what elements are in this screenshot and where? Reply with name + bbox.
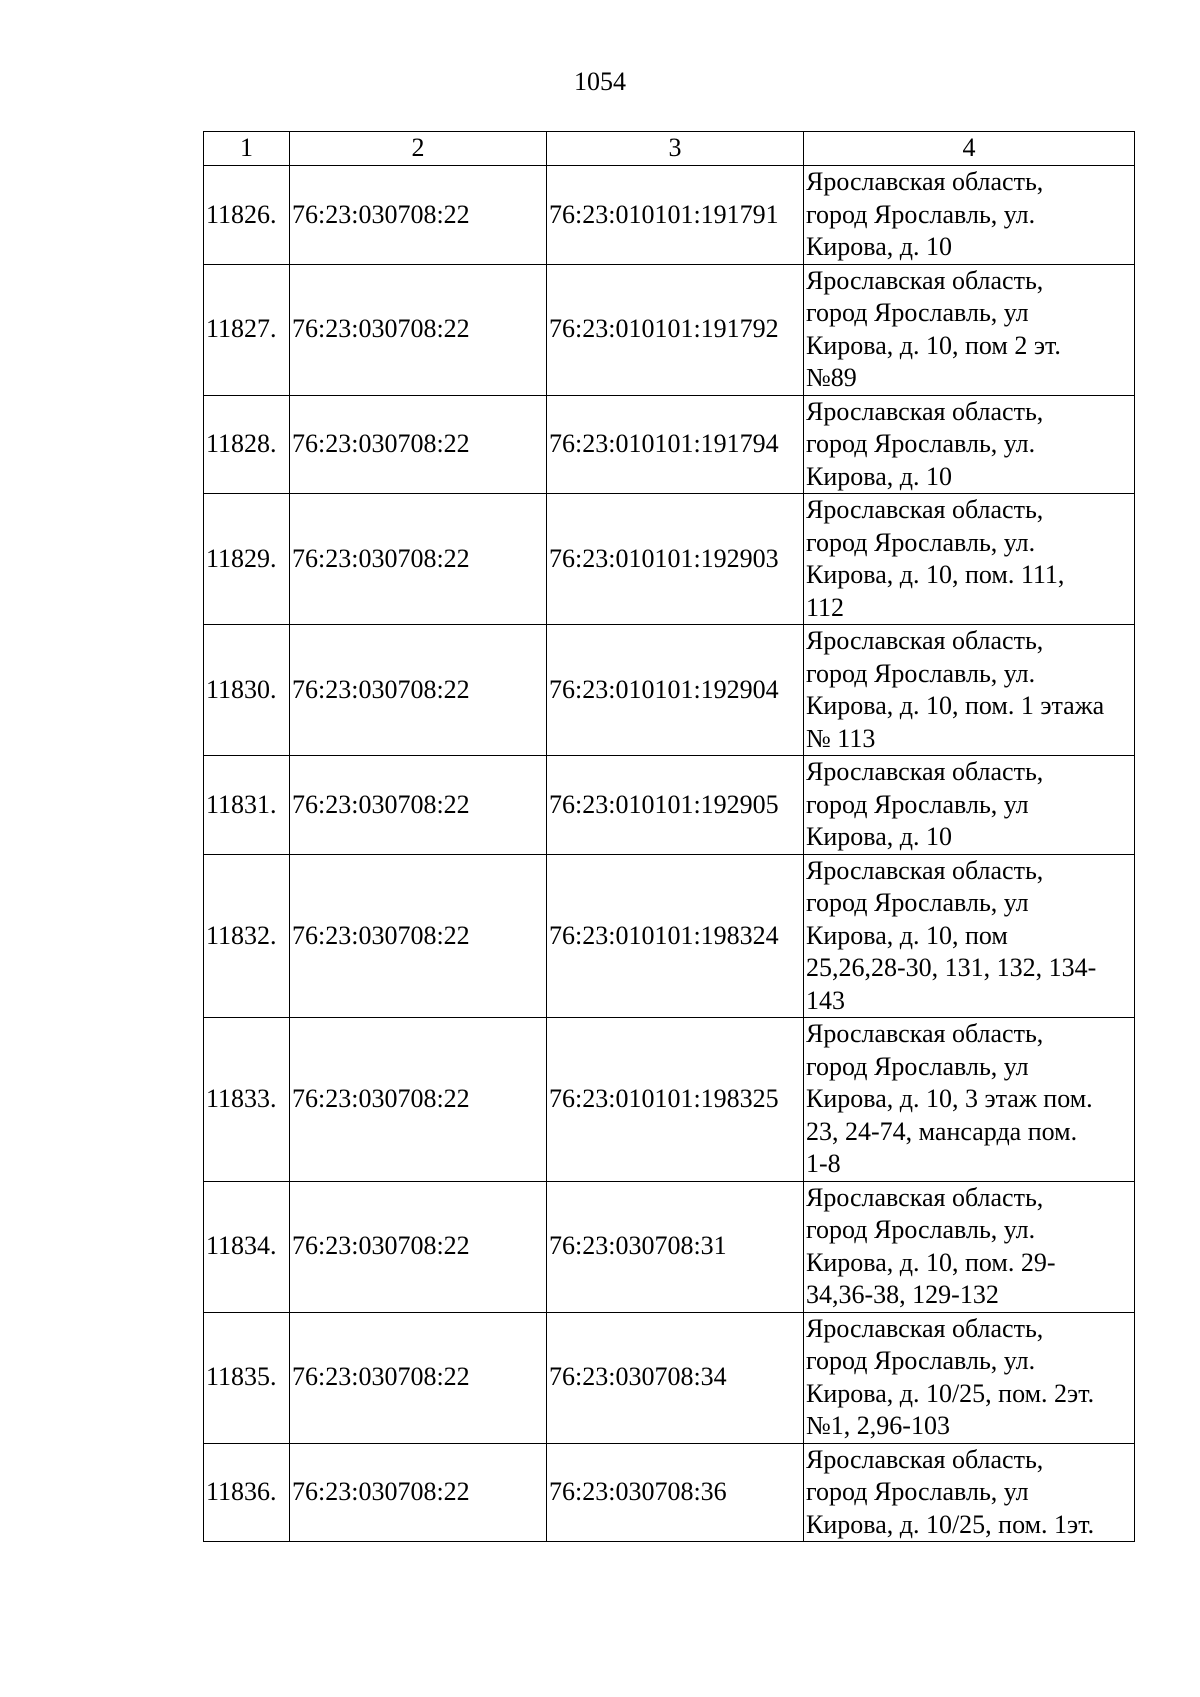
row-number-cell: 11833.: [204, 1018, 290, 1182]
address-line: Ярославская область,: [806, 855, 1044, 885]
address-line: 112: [806, 592, 845, 622]
address-line: Ярославская область,: [806, 757, 1044, 786]
address-line: город Ярославль, ул: [806, 1477, 1029, 1506]
address-cell: [804, 854, 1135, 1018]
address-line: Кирова, д. 10: [806, 822, 952, 851]
header-col-4: 4: [804, 132, 1135, 166]
table-row: [204, 756, 1135, 855]
address-cell: [804, 625, 1135, 756]
parent-cadastral-number-cell: 76:23:030708:22: [290, 1018, 547, 1182]
address-line: Ярославская область,: [806, 626, 1044, 655]
parent-cadastral-number-cell: 76:23:030708:22: [290, 1181, 547, 1312]
parent-cadastral-number-cell: 76:23:030708:22: [290, 264, 547, 395]
cadastral-number-cell: 76:23:030708:34: [547, 1312, 804, 1443]
address-line: Кирова, д. 10: [806, 461, 952, 491]
address-line: город Ярославль, ул: [806, 298, 1029, 327]
table-body: [204, 166, 1135, 1542]
address-line: №1, 2,96-103: [806, 1411, 950, 1440]
address-line: Кирова, д. 10, пом: [806, 920, 1008, 950]
table-row: [204, 166, 1135, 265]
address-line: город Ярославль, ул: [806, 789, 1029, 819]
address-line: Ярославская область,: [806, 265, 1044, 295]
address-cell: [804, 756, 1135, 855]
parent-cadastral-number-cell: 76:23:030708:22: [290, 166, 547, 265]
address-line: Ярославская область,: [806, 1019, 1044, 1048]
address-line: Ярославская область,: [806, 1182, 1044, 1212]
row-number-cell: 11831.: [204, 756, 290, 855]
address-line: Ярославская область,: [806, 167, 1044, 196]
table-row: [204, 494, 1135, 625]
address-line: Кирова, д. 10, пом. 111,: [806, 560, 1065, 589]
table-header-row: [204, 132, 1135, 166]
table-row: [204, 625, 1135, 756]
row-number-cell: 11832.: [204, 854, 290, 1018]
header-col-2: 2: [290, 132, 547, 166]
address-line: Кирова, д. 10, пом. 1 этажа: [806, 691, 1105, 720]
address-line: Кирова, д. 10: [806, 232, 952, 261]
cadastral-number-cell: 76:23:010101:192905: [547, 756, 804, 855]
cadastral-number-cell: 76:23:010101:191792: [547, 264, 804, 395]
address-cell: [804, 1018, 1135, 1182]
address-line: город Ярославль, ул: [806, 1051, 1029, 1081]
cadastral-number-cell: 76:23:030708:36: [547, 1443, 804, 1542]
row-number-cell: 11836.: [204, 1443, 290, 1542]
address-line: Кирова, д. 10, 3 этаж пом.: [806, 1084, 1093, 1113]
header-col-1: 1: [204, 132, 290, 166]
row-number-cell: 11835.: [204, 1312, 290, 1443]
address-line: город Ярославль, ул.: [806, 1346, 1036, 1375]
table-row: [204, 395, 1135, 494]
table-row: [204, 1181, 1135, 1312]
address-cell: [804, 1312, 1135, 1443]
table-row: [204, 854, 1135, 1018]
cadastral-number-cell: 76:23:030708:31: [547, 1181, 804, 1312]
table-row: [204, 1312, 1135, 1443]
address-line: Кирова, д. 10, пом. 29-: [806, 1247, 1056, 1277]
address-line: № 113: [806, 723, 876, 753]
address-line: Кирова, д. 10/25, пом. 1эт.: [806, 1509, 1095, 1539]
address-line: 25,26,28-30, 131, 132, 134-: [806, 953, 1097, 982]
address-cell: [804, 1443, 1135, 1542]
parent-cadastral-number-cell: 76:23:030708:22: [290, 494, 547, 625]
address-line: город Ярославль, ул.: [806, 527, 1036, 557]
page-number: 1054: [574, 67, 626, 96]
row-number-cell: 11834.: [204, 1181, 290, 1312]
cadastral-number-cell: 76:23:010101:192904: [547, 625, 804, 756]
cadastral-number-cell: 76:23:010101:198324: [547, 854, 804, 1018]
address-line: Кирова, д. 10, пом 2 эт.: [806, 330, 1061, 360]
cadastral-number-cell: 76:23:010101:191794: [547, 395, 804, 494]
cadastral-table: [203, 131, 1135, 1542]
address-cell: [804, 395, 1135, 494]
address-line: город Ярославль, ул.: [806, 429, 1036, 458]
row-number-cell: 11828.: [204, 395, 290, 494]
cadastral-number-cell: 76:23:010101:192903: [547, 494, 804, 625]
table-row: [204, 264, 1135, 395]
row-number-cell: 11830.: [204, 625, 290, 756]
address-line: Ярославская область,: [806, 396, 1044, 426]
row-number-cell: 11826.: [204, 166, 290, 265]
address-line: город Ярославль, ул.: [806, 658, 1036, 688]
address-line: №89: [806, 363, 857, 392]
row-number-cell: 11827.: [204, 264, 290, 395]
address-line: 1-8: [806, 1149, 841, 1178]
row-number-cell: 11829.: [204, 494, 290, 625]
address-line: Ярославская область,: [806, 1444, 1044, 1474]
address-line: 23, 24-74, мансарда пом.: [806, 1116, 1078, 1146]
cadastral-number-cell: 76:23:010101:198325: [547, 1018, 804, 1182]
cadastral-number-cell: 76:23:010101:191791: [547, 166, 804, 265]
header-col-3: 3: [547, 132, 804, 166]
address-cell: [804, 264, 1135, 395]
address-line: Ярославская область,: [806, 495, 1044, 524]
parent-cadastral-number-cell: 76:23:030708:22: [290, 756, 547, 855]
address-cell: [804, 166, 1135, 265]
address-cell: [804, 1181, 1135, 1312]
parent-cadastral-number-cell: 76:23:030708:22: [290, 1312, 547, 1443]
address-line: город Ярославль, ул: [806, 888, 1029, 917]
address-line: Ярославская область,: [806, 1313, 1044, 1343]
table-row: [204, 1443, 1135, 1542]
address-line: 143: [806, 985, 845, 1015]
parent-cadastral-number-cell: 76:23:030708:22: [290, 1443, 547, 1542]
address-cell: [804, 494, 1135, 625]
parent-cadastral-number-cell: 76:23:030708:22: [290, 625, 547, 756]
address-line: город Ярославль, ул.: [806, 199, 1036, 229]
address-line: 34,36-38, 129-132: [806, 1280, 999, 1309]
parent-cadastral-number-cell: 76:23:030708:22: [290, 854, 547, 1018]
address-line: город Ярославль, ул.: [806, 1215, 1036, 1244]
address-line: Кирова, д. 10/25, пом. 2эт.: [806, 1378, 1095, 1408]
parent-cadastral-number-cell: 76:23:030708:22: [290, 395, 547, 494]
table-row: [204, 1018, 1135, 1182]
